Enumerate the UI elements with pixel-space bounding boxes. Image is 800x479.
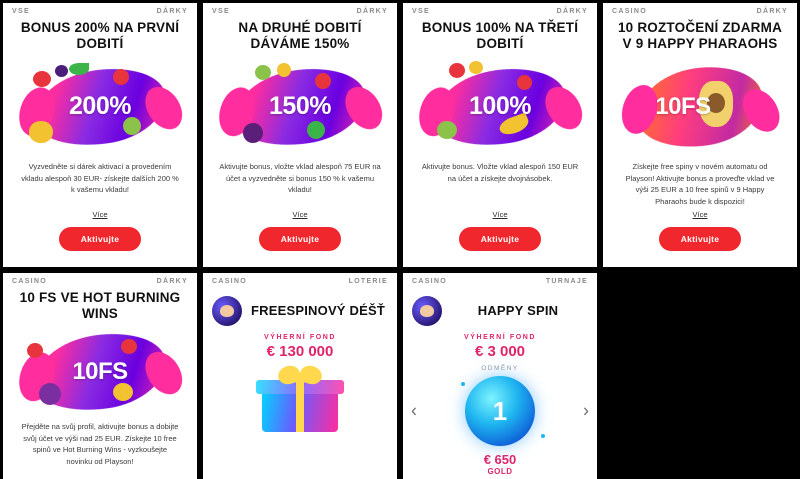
card-body-text: Vyzvedněte si dárek aktivací a provedením vkladu alespoň 30 EUR- získejte dalších 200 % k vašemu vkladu! xyxy=(21,161,179,195)
card-title: BONUS 100% NA TŘETÍ DOBITÍ xyxy=(421,20,579,52)
cta-container xyxy=(3,227,197,267)
card-body-text: Aktivujte bonus, vložte vklad alespoň 75 EUR na účet a vyzvedněte si bonus 150 % k vašemu vkladu! xyxy=(219,161,381,195)
lemon-icon xyxy=(277,63,291,77)
bonus-card-2[interactable] xyxy=(203,3,397,267)
promo-title: FREESPINOVÝ DÉŠŤ xyxy=(251,303,385,319)
card-tag-left: VSE xyxy=(12,8,30,15)
cherry-icon xyxy=(315,73,331,89)
card-header xyxy=(403,273,597,288)
spin-ball: 1 xyxy=(465,376,535,446)
bonus-card-1[interactable] xyxy=(3,3,197,267)
activate-button[interactable]: Aktivujte xyxy=(459,227,542,251)
carousel-prev-arrow[interactable]: ‹ xyxy=(411,400,417,421)
lime-icon xyxy=(437,121,457,139)
empty-cell xyxy=(600,270,800,479)
card-tag-left: VSE xyxy=(412,8,430,15)
card-title: NA DRUHÉ DOBITÍ DÁVÁME 150% xyxy=(238,20,362,52)
card-header xyxy=(3,273,197,288)
card-artwork xyxy=(3,329,197,415)
grid-cell xyxy=(400,270,600,479)
cta-container xyxy=(603,227,797,267)
bonus-amount-label: 150% xyxy=(269,92,331,121)
prize-fund-label: VÝHERNÍ FOND xyxy=(263,334,337,341)
more-link[interactable]: Více xyxy=(692,210,708,219)
bonus-card-3[interactable] xyxy=(403,3,597,267)
card-tag-right: LOTERIE xyxy=(348,278,388,285)
card-tag-left: CASINO xyxy=(612,8,648,15)
card-tag-left: CASINO xyxy=(12,278,48,285)
card-tag-right: DÁRKY xyxy=(556,8,588,15)
lemon-icon xyxy=(469,61,483,74)
activate-button[interactable]: Aktivujte xyxy=(259,227,342,251)
bonus-card-5[interactable] xyxy=(3,273,197,479)
card-body-text: Přejděte na svůj profil, aktivujte bonus a dobijte svůj účet ve výši nad 25 EUR. Získejte 10 free spinů ve Hot Burning Wins - vyzkoušejte novinku od Playson! xyxy=(21,421,179,466)
card-tag-left: CASINO xyxy=(212,278,248,285)
strawberry-icon xyxy=(33,71,51,87)
card-tag-right: DÁRKY xyxy=(756,8,788,15)
card-title: 10 FS VE HOT BURNING WINS xyxy=(19,290,181,322)
cherry-icon xyxy=(27,343,43,358)
card-header xyxy=(203,3,397,18)
grid-cell xyxy=(0,270,200,479)
avatar xyxy=(412,296,442,326)
leaf-icon xyxy=(69,63,89,75)
promo-header xyxy=(203,288,397,326)
pineapple-icon xyxy=(29,121,53,143)
avatar xyxy=(212,296,242,326)
grid-cell xyxy=(200,0,400,270)
card-tag-right: TURNAJE xyxy=(545,278,588,285)
card-tag-left: VSE xyxy=(212,8,230,15)
carousel-next-arrow[interactable]: › xyxy=(583,400,589,421)
promo-card-happy-spin[interactable] xyxy=(403,273,597,479)
card-tag-right: DÁRKY xyxy=(356,8,388,15)
prize-fund-label: VÝHERNÍ FOND xyxy=(463,334,537,341)
prize-fund-value: € 130 000 xyxy=(266,343,334,360)
card-tag-right: DÁRKY xyxy=(156,278,188,285)
grid-cell xyxy=(200,270,400,479)
grid-cell xyxy=(400,0,600,270)
rewards-label: ODMĚNY xyxy=(481,365,519,372)
card-header xyxy=(403,3,597,18)
cherry-icon xyxy=(517,75,532,90)
cherry-icon xyxy=(113,69,129,85)
spin-carousel xyxy=(403,376,597,446)
card-body-text: Získejte free spiny v novém automatu od Playson! Aktivujte bonus a proveďte vklad ve výši 25 EUR a 10 free spinů v 9 Happy Pharaohs bude k dispozici! xyxy=(625,161,775,206)
gift-ribbon xyxy=(296,380,304,432)
more-link[interactable]: Více xyxy=(492,210,508,219)
gift-icon xyxy=(254,366,346,432)
bonus-amount-label: 200% xyxy=(69,92,131,121)
bonus-amount-label: 100% xyxy=(469,92,531,121)
card-artwork xyxy=(3,59,197,155)
plum-icon xyxy=(243,123,263,143)
grid-cell xyxy=(600,0,800,270)
card-tag-left: CASINO xyxy=(412,278,448,285)
card-artwork xyxy=(603,59,797,155)
card-artwork xyxy=(203,59,397,155)
promo-card-freespin-rain[interactable] xyxy=(203,273,397,479)
grape-icon xyxy=(39,383,61,405)
decorative-dot xyxy=(541,434,545,438)
activate-button[interactable]: Aktivujte xyxy=(59,227,142,251)
apple-icon xyxy=(121,339,137,354)
card-artwork xyxy=(403,59,597,155)
card-header xyxy=(203,273,397,288)
apple-icon xyxy=(255,65,271,80)
promo-header xyxy=(403,288,597,326)
bonus-amount-label: 10FS xyxy=(72,357,128,385)
grape-icon xyxy=(55,65,68,77)
prize-amount: € 650 xyxy=(483,452,517,467)
lime-icon xyxy=(307,121,325,139)
card-tag-right: DÁRKY xyxy=(156,8,188,15)
card-body-text: Aktivujte bonus. Vložte vklad alespoň 150 EUR na účet a získejte dvojnásobek. xyxy=(421,161,579,183)
bonus-amount-label: 10FS xyxy=(655,92,711,120)
promo-title: HAPPY SPIN xyxy=(477,303,559,319)
card-title: BONUS 200% NA PRVNÍ DOBITÍ xyxy=(20,20,180,52)
cta-container xyxy=(403,227,597,267)
prize-fund-value: € 3 000 xyxy=(474,343,526,360)
card-title: 10 ROZTOČENÍ ZDARMA V 9 HAPPY PHARAOHS xyxy=(617,20,783,52)
apple-icon xyxy=(449,63,465,78)
bonus-card-4[interactable] xyxy=(603,3,797,267)
prize-tier: GOLD xyxy=(487,467,513,476)
activate-button[interactable]: Aktivujte xyxy=(659,227,742,251)
decorative-dot xyxy=(461,382,465,386)
cta-container xyxy=(203,227,397,267)
grid-cell xyxy=(0,0,200,270)
more-link[interactable]: Více xyxy=(292,210,308,219)
more-link[interactable]: Více xyxy=(92,210,108,219)
card-header xyxy=(3,3,197,18)
card-header xyxy=(603,3,797,18)
